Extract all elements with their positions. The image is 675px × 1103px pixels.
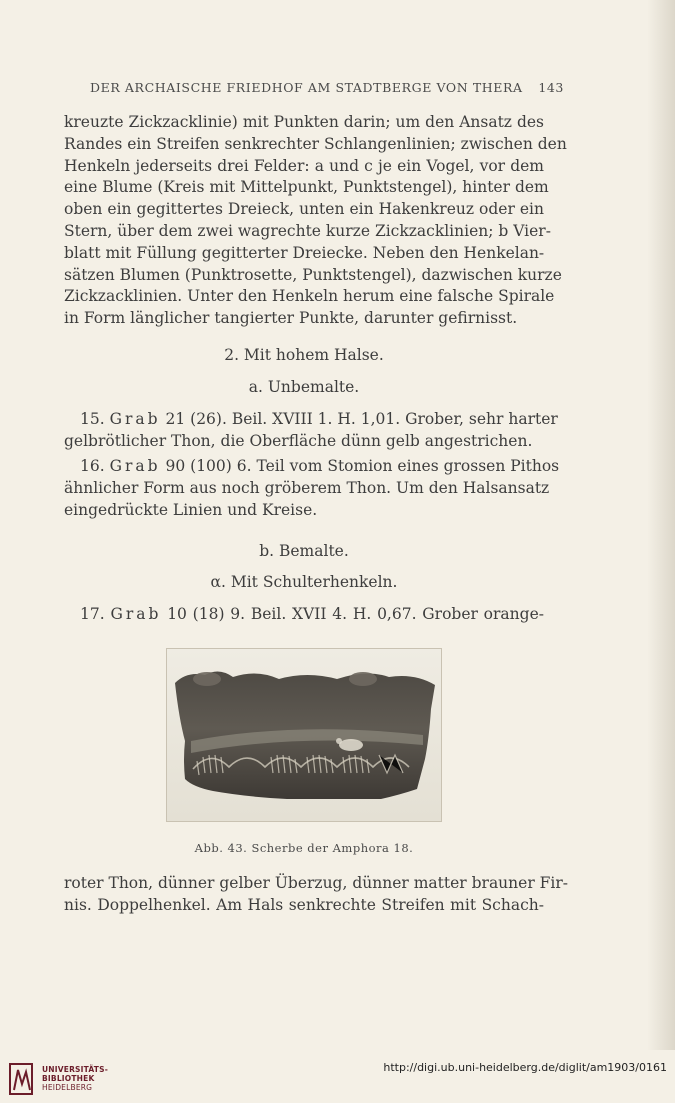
entry-text: 90 (100) 6. Teil vom Stomion eines grossen Pithos: [165, 457, 560, 475]
section-heading-alpha: α. Mit Schulterhenkeln.: [210, 573, 398, 591]
entry-17: [64, 604, 544, 626]
section-heading-a: a. Unbemalte.: [248, 378, 360, 396]
section-heading-2: 2. Mit hohem Halse.: [224, 346, 384, 364]
entry-line: gelbrötlicher Thon, die Oberfläche dünn gelb angestrichen.: [64, 431, 533, 450]
entry-line: [64, 604, 544, 626]
entry-15: [64, 409, 558, 453]
entry-16: [64, 456, 560, 521]
entry-text: 21 (26). Beil. XVIII 1. H. 1,01. Grober, sehr harter: [165, 410, 558, 428]
text-line: Randes ein Streifen senkrechter Schlangenlinien; zwischen den: [64, 134, 567, 153]
entry-line: [64, 456, 560, 478]
logo-text-line: HEIDELBERG: [42, 1083, 93, 1092]
entry-number: 17.: [80, 605, 105, 623]
text-line: Henkeln jederseits drei Felder: a und c je ein Vogel, vor dem: [64, 156, 544, 175]
paragraph-after-figure: [64, 873, 569, 917]
figure-amphora-sherd: [166, 648, 442, 822]
paragraph-1: [64, 112, 567, 330]
text-line: Zickzacklinien. Unter den Henkeln herum eine falsche Spirale: [64, 287, 555, 306]
logo-text-line: BIBLIOTHEK: [42, 1074, 95, 1083]
text-line: oben ein gegittertes Dreieck, unten ein Hakenkreuz oder ein: [64, 200, 544, 219]
sherd-photo: [167, 649, 441, 821]
page-number: 143: [538, 80, 564, 95]
entry-line: eingedrückte Linien und Kreise.: [64, 500, 318, 519]
entry-line: ähnlicher Form aus noch gröberem Thon. Um den Halsansatz: [64, 478, 550, 497]
text-line: sätzen Blumen (Punktrosette, Punktstengel), dazwischen kurze: [64, 265, 562, 284]
grab-label: Grab: [109, 410, 161, 428]
library-logo-icon: [8, 1062, 38, 1098]
entry-number: 16.: [80, 457, 105, 475]
grab-label: Grab: [110, 605, 162, 623]
text-line: roter Thon, dünner gelber Überzug, dünner matter brauner Fir-: [64, 874, 569, 892]
text-line: in Form länglicher tangierter Punkte, darunter gefirnisst.: [64, 309, 518, 328]
entry-line: [64, 409, 558, 431]
grab-label: Grab: [109, 457, 161, 475]
text-line: nis. Doppelhenkel. Am Hals senkrechte Streifen mit Schach-: [64, 895, 544, 914]
text-line: kreuzte Zickzacklinie) mit Punkten darin; um den Ansatz des: [64, 113, 544, 131]
source-url[interactable]: http://digi.ub.uni-heidelberg.de/diglit/am1903/0161: [383, 1061, 667, 1074]
entry-text: 10 (18) 9. Beil. XVII 4. H. 0,67. Grober orange-: [167, 605, 544, 623]
text-line: Stern, über dem zwei wagrechte kurze Zickzacklinien; b Vier-: [64, 221, 551, 240]
figure-caption: Abb. 43. Scherbe der Amphora 18.: [194, 841, 414, 855]
section-heading-b: b. Bemalte.: [259, 542, 349, 560]
logo-text-line: UNIVERSITÄTS-: [42, 1065, 109, 1074]
text-line: blatt mit Füllung gegitterter Dreiecke. Neben den Henkelan-: [64, 243, 545, 262]
library-logo: [8, 1062, 128, 1098]
entry-number: 15.: [80, 410, 105, 428]
text-line: eine Blume (Kreis mit Mittelpunkt, Punktstengel), hinter dem: [64, 178, 549, 197]
running-title: DER ARCHAISCHE FRIEDHOF AM STADTBERGE VON THERA: [90, 80, 523, 95]
page-edge-shadow: [647, 0, 675, 1050]
library-logo-text: [42, 1065, 108, 1092]
